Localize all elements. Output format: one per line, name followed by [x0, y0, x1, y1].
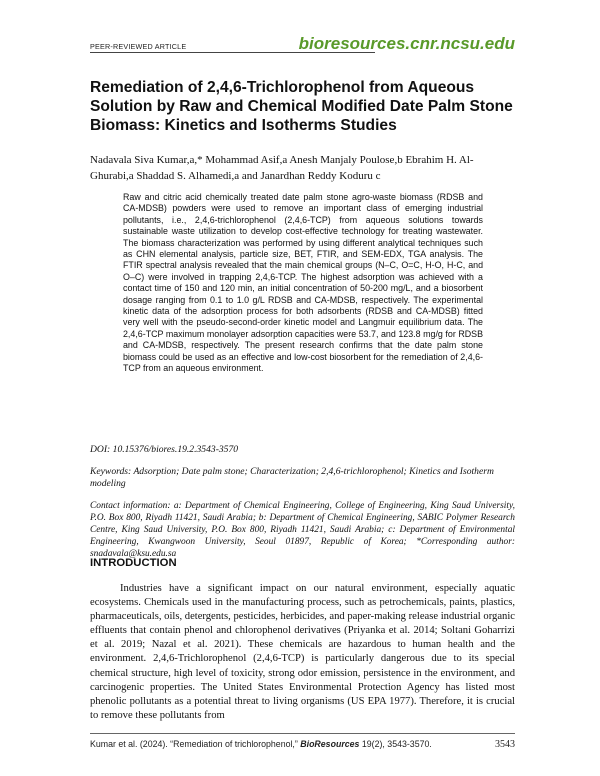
- introduction-paragraph: Industries have a significant impact on our natural environment, especially aquatic ecosystems. Chemicals used in the manufacturing process, such as petrochemicals, paints, plastics, pharmaceuticals, oils, detergents, pesticides, herbicides, and paper-making release industrial organic effluents that contain phenol and chlorophenol derivatives (Priyanka et al. 2014; Soltani Goharrizi et al. 2019; Nazal et al. 2021). These chemicals are hazardous to human health and the environment. 2,4,6-Trichlorophenol (2,4,6-TCP) is particularly dangerous due to its special chemical structure, high level of toxicity, strong odor emission, persistence in the environment, and carcinogenic properties. The United States Environmental Protection Agency has listed most phenolic pollutants as a potential threat to living organisms (US EPA 1977). Therefore, it is crucial to remove these pollutants from: [90, 583, 515, 721]
- section-heading-introduction: INTRODUCTION: [90, 557, 177, 569]
- header-site-link[interactable]: bioresources.cnr.ncsu.edu: [298, 34, 515, 53]
- article-title: Remediation of 2,4,6-Trichlorophenol from Aqueous Solution by Raw and Chemical Modified Date Palm Stone Biomass: Kinetics and Isotherms Studies: [90, 79, 513, 134]
- abstract: Raw and citric acid chemically treated date palm stone agro-waste biomass (RDSB and CA-MDSB) powders were used to remove an important class of emerging industrial pollutants, i.e., 2,4,6-trichlorophenol (2,4,6-TCP) from aqueous solutions towards sustainable waste utilization to develop cost-effective technology for treating wastewater. The biomass characterization was performed by using different analytical techniques such as CHN elemental analysis, particle size, BET, FTIR, and SEM-EDX, TGA analysis. The FTIR spectral analysis revealed that the main chemical groups (N–C, O=C, H-O, H-C, and O–C) were involved in trapping 2,4,6-TCP. The highest adsorption was achieved with a contact time of 150 and 120 min, an initial concentration of 50-200 mg/L, and a biosorbent dosage ranging from 0.1 to 1.0 g/L RDSB and CA-MDSB, respectively. The experimental kinetic data of the adsorption process for both adsorbents (RDSB and CA-MDSB) fitted very well with the pseudo-second-order kinetic model and Langmuir equilibrium data. The 2,4,6-TCP maximum monolayer adsorption capacities were 53.7, and 123.8 mg/g for RDSB and CA-MDSB, respectively. The present research confirms that the date palm stone biomass could be used as an effective and low-cost biosorbent for the remediation of 2,4,6-TCP from an aqueous environment.: [123, 192, 483, 374]
- footer-citation-prefix: Kumar et al. (2024). “Remediation of trichlorophenol,”: [90, 739, 298, 749]
- footer-citation-suffix: 19(2), 3543-3570.: [361, 739, 432, 749]
- footer-journal: BioResources: [300, 739, 360, 749]
- page-number: 3543: [495, 739, 515, 750]
- keywords: Keywords: Adsorption; Date palm stone; Characterization; 2,4,6-trichlorophenol; Kinetics and Isotherm modeling: [90, 466, 494, 489]
- page-header: [90, 34, 515, 56]
- author-list: Nadavala Siva Kumar,a,* Mohammad Asif,a Anesh Manjaly Poulose,b Ebrahim H. Al-Ghurabi,a Shaddad S. Alhamedi,a and Janardhan Reddy Koduru c: [90, 154, 474, 182]
- doi-link[interactable]: DOI: 10.15376/biores.19.2.3543-3570: [90, 444, 239, 455]
- introduction-body: [90, 582, 515, 723]
- header-label: PEER-REVIEWED ARTICLE: [90, 42, 187, 51]
- contact-information: Contact information: a: Department of Chemical Engineering, College of Engineering, King Saud University, P.O. Box 800, Riyadh 11421, Saudi Arabia; b: Department of Chemical Engineering, SABIC Polymer Research Centre, King Saud University, P.O. Box 800, Riyadh 11421, Saudi Arabia; c: Department of Environmental Engineering, Kwangwoon University, Seoul 01897, Republic of Korea; *Corresponding author: snadavala@ksu.edu.sa: [90, 501, 515, 559]
- page-footer: [90, 733, 515, 753]
